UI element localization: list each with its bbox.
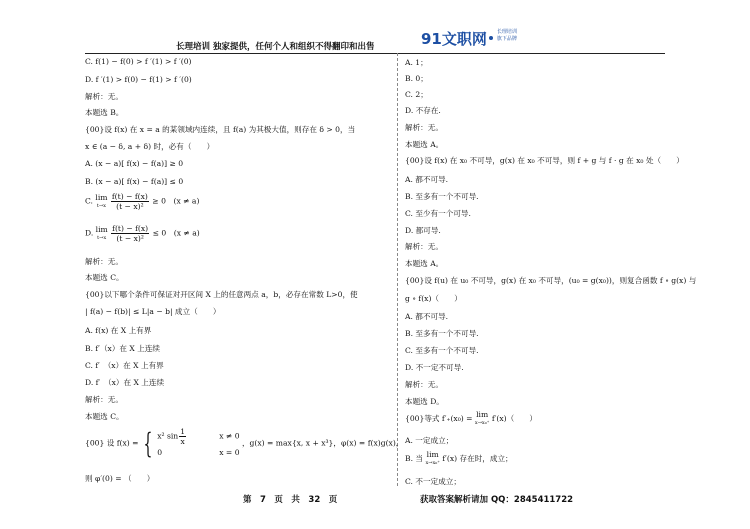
option-a: A. 都不可导. (405, 175, 449, 184)
case-1-term: x² sin (157, 431, 179, 441)
option-b: B. (x − a)[ f(x) − f(a)] ≤ 0 (85, 177, 184, 186)
answer: 本题选 D。 (405, 397, 444, 406)
lim-word: lim (476, 410, 489, 419)
question-stem: {00}设 f(x) 在 x₀ 不可导，g(x) 在 x₀ 不可导，则 f + g 与 f · g 在 x₀ 处（ ） (405, 156, 684, 165)
option-d: D. 都可导. (405, 226, 441, 235)
limit (425, 451, 439, 467)
analysis: 解析：无。 (85, 257, 123, 266)
footer-contact: 获取答案解析请加 QQ：2845411722 (420, 495, 574, 505)
left-column (85, 0, 404, 529)
question-stem: {00}以下哪个条件可保证对开区间 X 上的任意两点 a，b，必存在常数 L>0，使 (85, 290, 358, 299)
option-b: B. f′（x）在 X 上连续 (85, 344, 161, 353)
option-c: C. f′ （x）在 X 上有界 (85, 361, 164, 370)
option-d (85, 224, 200, 243)
option-d: D. 不存在. (405, 106, 441, 115)
logo-tagline-1: 长理培训 (496, 29, 517, 35)
stem-prefix: {00} 设 f(x) = (85, 438, 139, 448)
option-c: C. f(1) − f(0) > f ′(1) > f ′(0) (85, 57, 192, 66)
option-b: B. 0； (405, 74, 428, 83)
option-d: D. f′ （x）在 X 上连续 (85, 378, 165, 387)
analysis: 解析：无。 (405, 242, 443, 251)
question-stem-cont: | f(a) − f(b)| ≤ L|a − b| 成立（ ） (85, 307, 221, 316)
option-d: D. 不一定不可导. (405, 363, 464, 372)
answer: 本题选 C。 (85, 273, 124, 282)
numerator: f(t) − f(x) (111, 192, 148, 201)
denominator: x (180, 437, 185, 446)
case-1-cond: x ≠ 0 (219, 431, 240, 441)
fraction (111, 224, 149, 243)
logo-wordmark: 91文职网 (421, 30, 487, 48)
answer: 本题选 B。 (85, 108, 124, 117)
stem-suffix: f′(x)（ ） (491, 414, 537, 423)
answer: 本题选 C。 (85, 412, 124, 421)
option-letter: C. (85, 196, 93, 206)
fraction (179, 427, 186, 446)
limit (95, 194, 107, 210)
denominator: (t − x)² (116, 202, 144, 211)
lim-sub: x→x₀⁺ (474, 420, 490, 426)
numerator: 1 (180, 427, 186, 436)
limit (96, 226, 108, 242)
lim-word: lim (95, 224, 108, 234)
case-2-cond: x = 0 (219, 448, 240, 457)
option-c: C. 至少有一个可导. (405, 209, 471, 218)
option-a: A. 一定成立； (405, 436, 454, 445)
option-c: C. 至多有一个不可导. (405, 346, 479, 355)
question-ask: 则 φ′(0) = （ ） (85, 474, 155, 483)
condition: ≤ 0 (x ≠ a) (152, 228, 200, 238)
numerator: f(t) − f(x) (112, 224, 149, 233)
option-a: A. 都不可导. (405, 312, 449, 321)
option-c: C. 不一定成立； (405, 477, 461, 486)
question-stem (85, 427, 403, 460)
analysis: 解析：无。 (405, 380, 443, 389)
case-2-expr: 0 (157, 448, 163, 457)
option-suffix: f′(x) 存在时，成立； (442, 454, 513, 463)
logo-tagline-2: 旗下品牌 (496, 36, 517, 42)
option-a: A. f(x) 在 X 上有界 (85, 326, 152, 335)
piecewise-cases (157, 427, 239, 460)
option-prefix: B. 当 (405, 454, 424, 463)
analysis: 解析：无。 (85, 92, 123, 101)
header-notice: 长理培训 独家提供，任何个人和组织不得翻印和出售 (176, 42, 375, 52)
left-brace: { (143, 426, 153, 460)
analysis: 解析：无。 (85, 395, 123, 404)
question-stem: {00}设 f(x) 在 x = a 的某领域内连续，且 f(a) 为其极大值，则存在 δ > 0，当 (85, 125, 356, 134)
case-1-expr (157, 427, 219, 446)
question-stem-cont: x ∈ (a − δ, a + δ) 时，必有（ ） (85, 142, 215, 151)
option-b (405, 451, 513, 467)
option-c: C. 2； (405, 90, 428, 99)
page-number: 第 7 页 共 32 页 (243, 495, 338, 505)
right-column (405, 0, 697, 529)
answer: 本题选 A。 (405, 259, 444, 268)
option-d: D. f ′(1) > f(0) − f(1) > f ′(0) (85, 75, 192, 84)
question-stem: {00}设 f(u) 在 u₀ 不可导，g(x) 在 x₀ 不可导，(u₀ = g(x₀))，则复合函数 f ∘ g(x) 与 (405, 276, 697, 285)
analysis: 解析：无。 (405, 123, 443, 132)
option-c (85, 192, 199, 211)
question-stem-cont: g ∘ f(x)（ ） (405, 294, 462, 303)
stem-suffix: ，g(x) = max{x, x + x³}，φ(x) = f(x)g(x)， (241, 438, 404, 448)
lim-sub: t→x (97, 234, 107, 241)
option-a: A. (x − a)[ f(x) − f(a)] ≥ 0 (85, 159, 184, 168)
lim-sub: t→x (96, 202, 106, 209)
option-letter: D. (85, 228, 94, 238)
fraction (111, 192, 149, 211)
column-divider (397, 53, 398, 486)
option-b: B. 至多有一个不可导. (405, 329, 479, 338)
stem-prefix: {00}等式 f′₊(x₀) = (405, 414, 473, 423)
answer: 本题选 A。 (405, 140, 444, 149)
option-a: A. 1； (405, 58, 428, 67)
lim-word: lim (95, 192, 108, 202)
lim-sub: x→x₀⁺ (425, 460, 440, 466)
question-stem (405, 411, 537, 427)
lim-word: lim (426, 450, 439, 459)
condition: ≥ 0 (x ≠ a) (152, 196, 200, 206)
limit (475, 411, 489, 427)
option-b: B. 至多有一个不可导. (405, 192, 479, 201)
denominator: (t − x)² (116, 234, 144, 243)
